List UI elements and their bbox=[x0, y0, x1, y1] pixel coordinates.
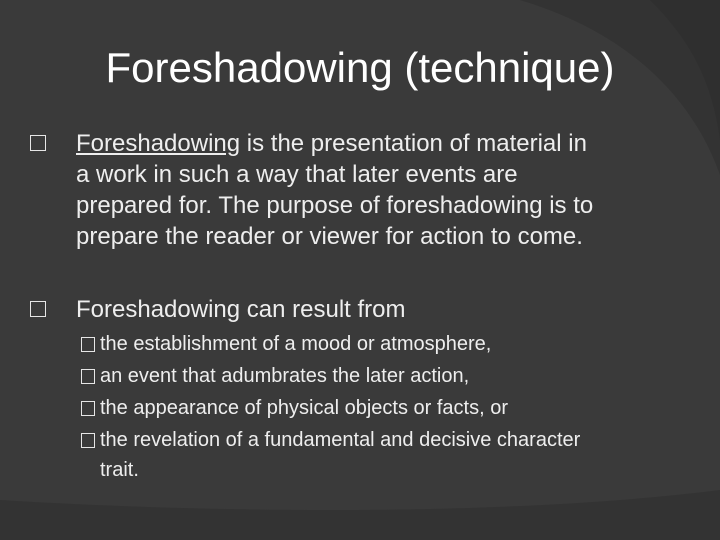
sub-bullet-text: the revelation of a fundamental and decisive character bbox=[100, 429, 581, 451]
slide-title: Foreshadowing (technique) bbox=[105, 44, 615, 91]
sub-bullet-text: the establishment of a mood or atmosphere, bbox=[100, 333, 492, 355]
bullet-definition-line-2: a work in such a way that later events are bbox=[76, 161, 518, 188]
sub-bullet-list bbox=[78, 328, 708, 484]
bullet-box-icon bbox=[30, 301, 46, 317]
sub-bullet-box-icon bbox=[81, 369, 95, 384]
sub-bullet-text: the appearance of physical objects or facts, or bbox=[100, 397, 509, 419]
bullet-definition bbox=[30, 128, 710, 252]
bullet-box-icon bbox=[30, 135, 46, 151]
sub-bullet-text: an event that adumbrates the later action, bbox=[100, 365, 470, 387]
sub-bullet-item bbox=[78, 360, 708, 392]
sub-bullet-item bbox=[78, 424, 708, 484]
sub-bullet-item bbox=[78, 392, 708, 424]
bullet-term: Foreshadowing bbox=[76, 130, 241, 157]
sub-bullet-item bbox=[78, 328, 708, 360]
sub-bullet-text-continued: trait. bbox=[100, 459, 139, 481]
sub-bullet-box-icon bbox=[81, 337, 95, 352]
bullet-definition-line-1: Foreshadowing is the presentation of material in bbox=[76, 130, 587, 157]
sub-bullet-box-icon bbox=[81, 433, 95, 448]
bullet-result-text: Foreshadowing can result from bbox=[76, 296, 406, 323]
bullet-definition-line-3: prepared for. The purpose of foreshadowing is to bbox=[76, 192, 594, 219]
sub-bullet-box-icon bbox=[81, 401, 95, 416]
bullet-definition-line-4: prepare the reader or viewer for action to come. bbox=[76, 223, 583, 250]
bullet-result bbox=[30, 294, 710, 325]
